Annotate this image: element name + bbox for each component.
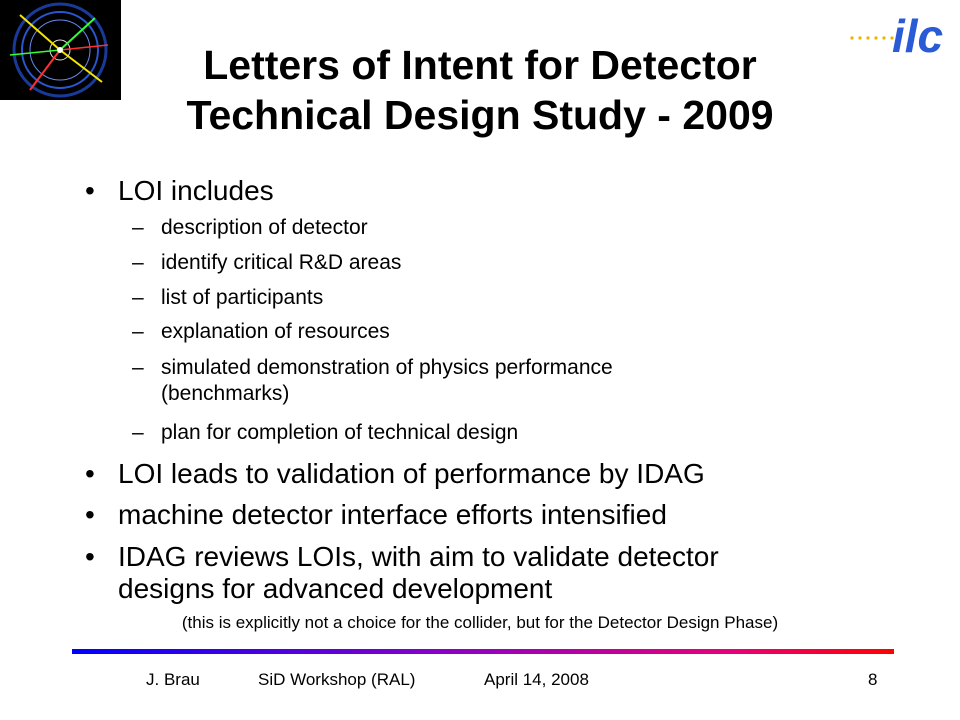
sub-item [132, 250, 402, 276]
footer-page-number: 8 [868, 670, 878, 689]
ilc-logo-text: ilc [892, 10, 944, 62]
bullet-marker: • [85, 499, 95, 530]
bullet-item [85, 541, 719, 605]
sub-item-text-line-1: simulated demonstration of physics performance [161, 356, 613, 379]
bullet-item [85, 499, 667, 531]
sub-item [132, 355, 613, 407]
sub-item-text: plan for completion of technical design [161, 421, 519, 444]
title-line-1: Letters of Intent for Detector [203, 42, 757, 88]
sub-item-text: identify critical R&D areas [161, 251, 402, 274]
sub-item [132, 285, 324, 311]
sub-item [132, 319, 390, 345]
sub-item-text: description of detector [161, 216, 368, 239]
bullet-marker: • [85, 458, 95, 489]
bullet-item [85, 458, 705, 490]
footer-divider [72, 649, 894, 654]
sub-item-text: list of participants [161, 286, 324, 309]
bullet-text-line-2: designs for advanced development [118, 573, 553, 604]
footer-date: April 14, 2008 [484, 670, 589, 689]
sub-item [132, 420, 519, 446]
bullet-text-line-1: IDAG reviews LOIs, with aim to validate detector [118, 541, 719, 572]
bullet-text: LOI leads to validation of performance by IDAG [118, 458, 705, 489]
bullet-marker: • [85, 175, 95, 206]
bullet-text: machine detector interface efforts intensified [118, 499, 667, 530]
title-line-2: Technical Design Study - 2009 [186, 92, 774, 138]
dash-marker: – [132, 320, 144, 343]
sub-item [132, 215, 368, 241]
dash-marker: – [132, 216, 144, 239]
bullet-marker: • [85, 541, 95, 572]
slide-note: (this is explicitly not a choice for the collider, but for the Detector Design Phase) [181, 613, 779, 632]
bullet-text: LOI includes [118, 175, 274, 206]
dash-marker: – [132, 421, 144, 444]
dash-marker: – [132, 251, 144, 274]
footer-event: SiD Workshop (RAL) [258, 670, 416, 689]
bullet-item [85, 175, 274, 207]
footer-author: J. Brau [146, 670, 200, 689]
dash-marker: – [132, 356, 144, 379]
dash-marker: – [132, 286, 144, 309]
sub-item-text: explanation of resources [161, 320, 390, 343]
sub-item-text-line-2: (benchmarks) [161, 382, 290, 405]
